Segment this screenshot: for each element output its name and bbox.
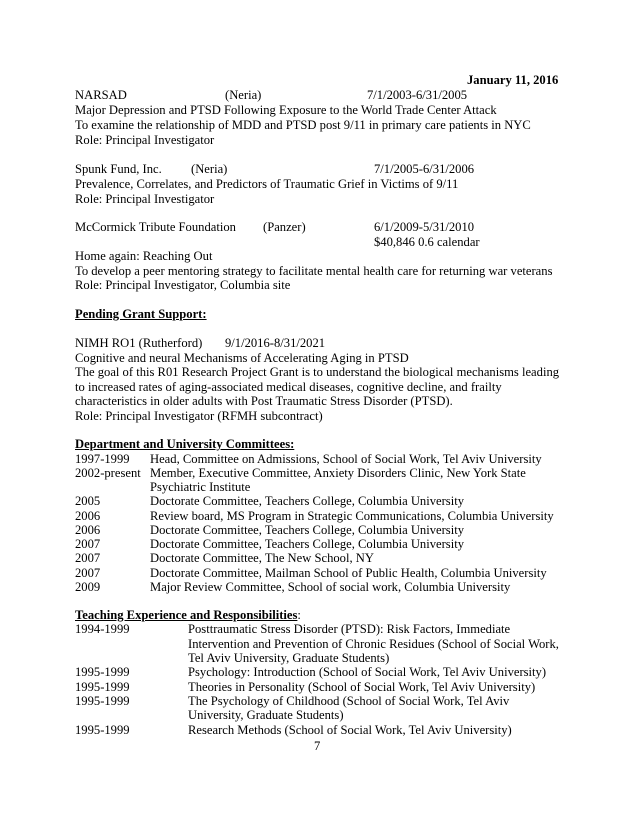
committee-year: 2006 [75, 509, 101, 523]
grant-description-line: to increased rates of aging-associated medical diseases, cognitive decline, and frailty [75, 380, 502, 394]
committee-year: 2007 [75, 551, 101, 565]
grant-pi: (Panzer) [263, 220, 306, 234]
grant-pi: (Neria) [225, 88, 262, 102]
committee-text: Review board, MS Program in Strategic Communications, Columbia University [150, 509, 554, 523]
teaching-course: Intervention and Prevention of Chronic Residues (School of Social Work, [188, 637, 559, 651]
grant-dates: 7/1/2005-6/31/2006 [374, 162, 475, 176]
committee-text: Doctorate Committee, Teachers College, Columbia University [150, 494, 465, 508]
committee-year: 2009 [75, 580, 101, 594]
committee-text: Doctorate Committee, The New School, NY [150, 551, 374, 565]
teaching-course: Posttraumatic Stress Disorder (PTSD): Risk Factors, Immediate [188, 622, 511, 636]
grant-pi: (Neria) [191, 162, 228, 176]
teaching-course: The Psychology of Childhood (School of Social Work, Tel Aviv [188, 694, 510, 708]
grant-dates: 9/1/2016-8/31/2021 [225, 336, 326, 350]
grant-amount: $40,846 0.6 calendar [374, 235, 480, 249]
committee-text: Doctorate Committee, Teachers College, Columbia University [150, 537, 465, 551]
grant-title: Cognitive and neural Mechanisms of Accelerating Aging in PTSD [75, 351, 409, 365]
teaching-year: 1995-1999 [75, 680, 130, 694]
grant-funder: Spunk Fund, Inc. [75, 162, 162, 176]
grant-dates: 7/1/2003-6/31/2005 [367, 88, 468, 102]
document-date: January 11, 2016 [467, 73, 559, 87]
grant-funder: NARSAD [75, 88, 127, 102]
section-heading-colon: : [297, 608, 301, 622]
section-heading: Department and University Committees: [75, 437, 295, 451]
committee-text: Doctorate Committee, Mailman School of Public Health, Columbia University [150, 566, 547, 580]
grant-role: Role: Principal Investigator, Columbia site [75, 278, 291, 292]
committee-year: 1997-1999 [75, 452, 130, 466]
committee-text: Doctorate Committee, Teachers College, Columbia University [150, 523, 465, 537]
grant-role: Role: Principal Investigator (RFMH subcontract) [75, 409, 323, 423]
teaching-year: 1995-1999 [75, 723, 130, 737]
committee-year: 2002-present [75, 466, 141, 480]
grant-dates: 6/1/2009-5/31/2010 [374, 220, 475, 234]
committee-text: Major Review Committee, School of social work, Columbia University [150, 580, 511, 594]
grant-title: Home again: Reaching Out [75, 249, 213, 263]
grant-funder: McCormick Tribute Foundation [75, 220, 236, 234]
committee-text: Head, Committee on Admissions, School of Social Work, Tel Aviv University [150, 452, 542, 466]
committee-text: Psychiatric Institute [150, 480, 251, 494]
section-heading: Pending Grant Support: [75, 307, 207, 321]
teaching-course: Research Methods (School of Social Work, Tel Aviv University) [188, 723, 512, 737]
grant-funder: NIMH RO1 (Rutherford) [75, 336, 203, 350]
grant-aim: To develop a peer mentoring strategy to facilitate mental health care for returning war veterans [75, 264, 553, 278]
grant-role: Role: Principal Investigator [75, 133, 215, 147]
teaching-course: Tel Aviv University, Graduate Students) [188, 651, 390, 665]
teaching-year: 1995-1999 [75, 665, 130, 679]
teaching-year: 1994-1999 [75, 622, 130, 636]
section-heading-text: Teaching Experience and Responsibilities [75, 608, 298, 622]
committee-year: 2005 [75, 494, 101, 508]
teaching-year: 1995-1999 [75, 694, 130, 708]
section-heading [75, 608, 301, 622]
grant-aim: To examine the relationship of MDD and PTSD post 9/11 in primary care patients in NYC [75, 118, 531, 132]
grant-title: Major Depression and PTSD Following Exposure to the World Trade Center Attack [75, 103, 497, 117]
grant-description-line: The goal of this R01 Research Project Grant is to understand the biological mechanisms leading [75, 365, 560, 379]
committee-text: Member, Executive Committee, Anxiety Disorders Clinic, New York State [150, 466, 526, 480]
grant-role: Role: Principal Investigator [75, 192, 215, 206]
committee-year: 2007 [75, 537, 101, 551]
committee-year: 2006 [75, 523, 101, 537]
teaching-course: Theories in Personality (School of Social Work, Tel Aviv University) [188, 680, 536, 694]
teaching-course: University, Graduate Students) [188, 708, 344, 722]
grant-title: Prevalence, Correlates, and Predictors of Traumatic Grief in Victims of 9/11 [75, 177, 459, 191]
committee-year: 2007 [75, 566, 101, 580]
teaching-course: Psychology: Introduction (School of Social Work, Tel Aviv University) [188, 665, 547, 679]
page-number: 7 [314, 739, 321, 753]
grant-description-line: characteristics in older adults with Post Traumatic Stress Disorder (PTSD). [75, 394, 453, 408]
